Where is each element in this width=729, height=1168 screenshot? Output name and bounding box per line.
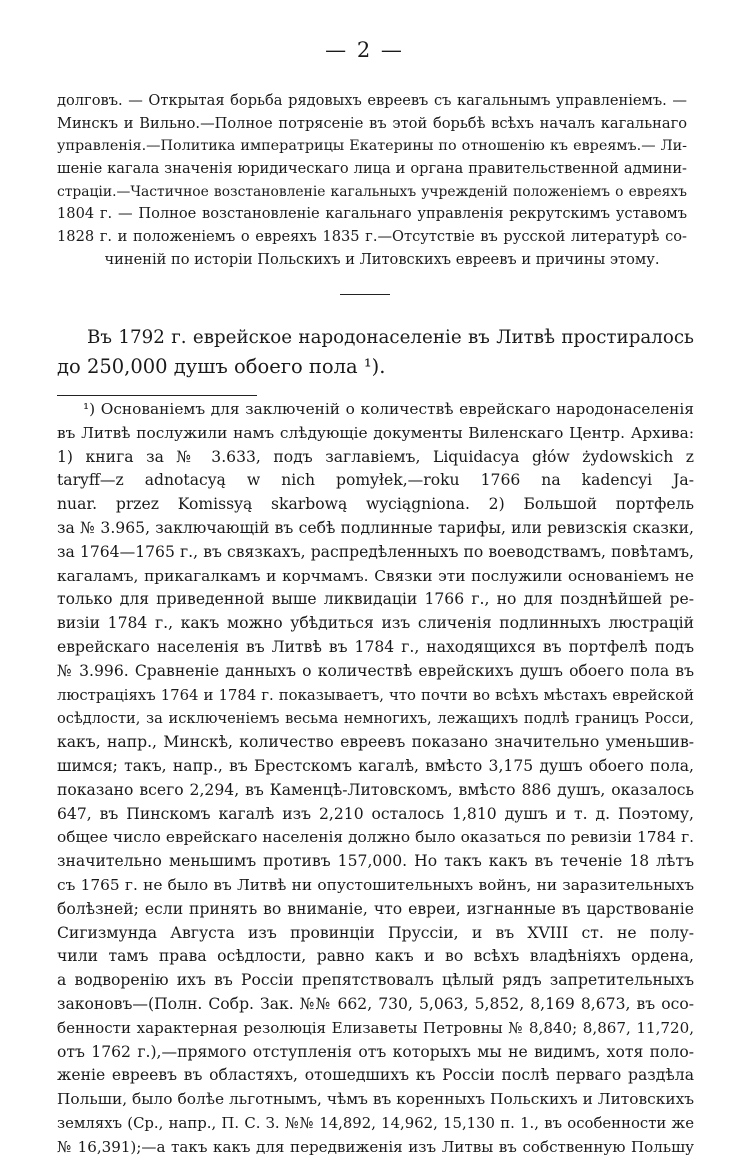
chapter-summary [57,90,687,272]
footnote-line: за № 3.965, заключающій въ себѣ подлинные тарифы, или ревизскія сказки, [57,518,694,537]
footnote-rule [57,395,257,396]
main-line: до 250,000 душъ обоего пола ¹). [57,355,386,378]
footnote-line: какъ, напр., Минскѣ, количество евреевъ показано значительно уменьшив- [57,733,694,752]
footnote-line: Польши, было болѣе льготнымъ, чѣмъ въ коренныхъ Польскихъ и Литовскихъ [57,1090,694,1109]
footnote-line: значительно меньшимъ противъ 157,000. Но такъ какъ въ теченіе 18 лѣтъ [57,852,694,871]
footnote-line: люстраціяхъ 1764 и 1784 г. показываетъ, что почти во всѣхъ мѣстахъ еврейской [57,685,694,704]
footnote [57,398,694,1160]
footnote-line: за 1764—1765 г., въ связкахъ, распредѣленныхъ по воеводствамъ, повѣтамъ, [57,542,694,561]
footnote-line: въ Литвѣ послужили намъ слѣдующіе документы Виленскаго Центр. Архива: [57,423,694,442]
page-number: — 2 — [325,38,404,62]
summary-line: 1828 г. и положеніемъ о евреяхъ 1835 г.—Отсутствіе въ русской литературѣ со- [57,228,687,246]
footnote-line: 647, въ Пинскомъ кагалѣ изъ 2,210 осталось 1,810 душъ и т. д. Поэтому, [57,804,694,823]
summary-line: страціи.—Частичное возстановленіе кагальныхъ учрежденій положеніемъ о евреяхъ [57,183,687,200]
summary-line: Минскъ и Вильно.—Полное потрясеніе въ этой борьбѣ всѣхъ началъ кагальнаго [57,114,687,132]
main-paragraph [57,323,694,381]
footnote-line: общее число еврейскаго населенія должно было оказаться по ревизіи 1784 г. [57,828,694,847]
footnote-line: Сигизмунда Августа изъ провинціи Пруссіи, и въ XVIII ст. не полу- [57,923,694,942]
summary-line: 1804 г. — Полное возстановленіе кагальнаго управленія рекрутскимъ уставомъ [57,205,687,223]
footnote-line: чили тамъ права осѣдлости, равно какъ и во всѣхъ владѣніяхъ ордена, [57,947,694,966]
footnote-line: еврейскаго населенія въ Литвѣ въ 1784 г., находящихся въ портфелѣ подъ [57,637,694,656]
summary-line: долговъ. — Открытая борьба рядовыхъ евреевъ съ кагальнымъ управленіемъ. — [57,92,687,109]
footnote-line: № 16,391);—а такъ какъ для передвиженія изъ Литвы въ собственную Польшу [57,1137,694,1156]
footnote-line: отъ 1762 г.),—прямого отступленія отъ которыхъ мы не видимъ, хотя поло- [57,1042,694,1061]
summary-line: управленія.—Политика императрицы Екатерины по отношенію къ евреямъ.— Ли- [57,138,687,155]
footnote-line: только для приведенной выше ликвидаціи 1766 г., но для позднѣйшей ре- [57,590,694,609]
footnote-line: съ 1765 г. не было въ Литвѣ ни опустошительныхъ войнъ, ни заразительныхъ [57,875,694,894]
footnote-line: 1) книга за № 3.633, подъ заглавіемъ, Liquidacya głów żydowskich z [57,447,694,466]
footnote-line: а водворенію ихъ въ Россіи препятствовалъ цѣлый рядъ запретительныхъ [57,971,694,990]
footnote-line: показано всего 2,294, въ Каменцѣ-Литовскомъ, вмѣсто 886 душъ, оказалось [57,780,694,799]
footnote-line: шимся; такъ, напр., въ Брестскомъ кагалѣ, вмѣсто 3,175 душъ обоего пола, [57,756,694,775]
footnote-line: бенности характерная резолюція Елизаветы Петровны № 8,840; 8,867, 11,720, [57,1018,694,1037]
footnote-line: визіи 1784 г., какъ можно убѣдиться изъ сличенія подлинныхъ люстрацій [57,614,694,633]
footnote-line: nuar. przez Komissyą skarbową wyciągniona. 2) Большой портфель [57,495,694,514]
main-line: Въ 1792 г. еврейское народонаселеніе въ Литвѣ простиралось [87,327,694,348]
footnote-line: женіе евреевъ въ областяхъ, отошедшихъ къ Россіи послѣ перваго раздѣла [57,1066,694,1085]
summary-line: шеніе кагала значенія юридическаго лица и органа правительственной админи- [57,160,687,178]
footnote-line: кагаламъ, прикагалкамъ и корчмамъ. Связки эти послужили основаніемъ не [57,566,694,585]
summary-line: чиненій по исторіи Польскихъ и Литовскихъ евреевъ и причины этому. [104,250,660,268]
footnote-line: ¹) Основаніемъ для заключеній о количествѣ еврейскаго народонаселенія [83,400,694,418]
footnote-line: законовъ—(Полн. Собр. Зак. №№ 662, 730, 5,063, 5,852, 8,169 8,673, въ осо- [57,994,694,1013]
footnote-line: болѣзней; если принять во вниманіе, что евреи, изгнанные въ царствованіе [57,899,694,918]
footnote-line: земляхъ (Ср., напр., П. С. З. №№ 14,892, 14,962, 15,130 п. 1., въ особенности же [57,1113,694,1132]
footnote-line: taryff—z adnotacyą w nich pomyłek,—roku 1766 na kadencyi Ja- [57,471,694,490]
section-separator [340,294,390,295]
footnote-line: осѣдлости, за исключеніемъ весьма немногихъ, лежащихъ подлѣ границъ Росси, [57,710,694,728]
footnote-line: № 3.996. Сравненіе данныхъ о количествѣ еврейскихъ душъ обоего пола въ [57,661,694,680]
